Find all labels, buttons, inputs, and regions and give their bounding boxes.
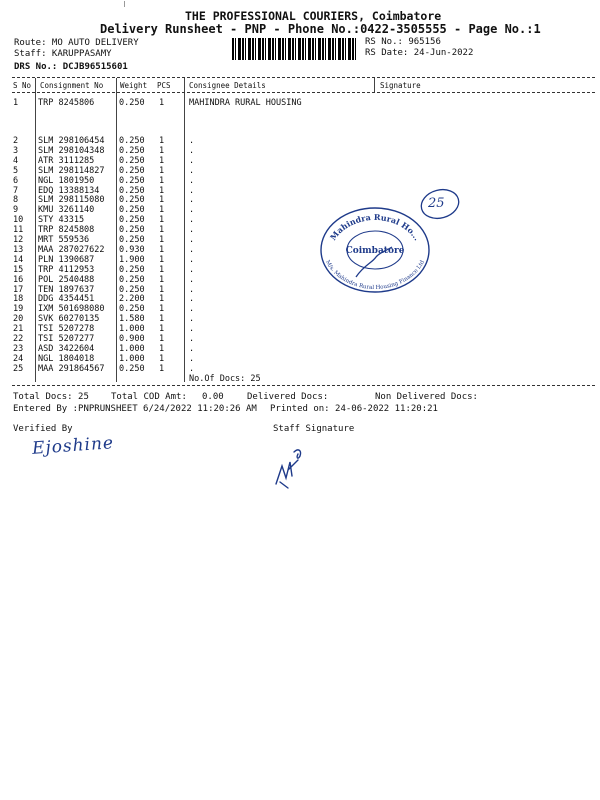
row-consignment: SLM 298115080 — [38, 195, 105, 206]
row-weight: 0.250 — [119, 304, 145, 315]
row-consignment: ATR 3111285 — [38, 155, 95, 166]
row-weight: 0.930 — [119, 244, 145, 255]
row-consignee: . — [189, 185, 195, 196]
row-consignment: SVK 60270135 — [38, 314, 100, 325]
table-row — [0, 215, 600, 225]
row-pcs: 1 — [159, 363, 165, 374]
rs-date: RS Date: 24-Jun-2022 — [365, 48, 474, 58]
row-weight: 0.250 — [119, 205, 145, 216]
table-row — [0, 156, 600, 166]
row-serial: 25 — [13, 363, 24, 374]
row-weight: 0.250 — [119, 363, 145, 374]
row-consignment: TSI 5207278 — [38, 324, 95, 335]
non-delivered-docs: Non Delivered Docs: — [375, 392, 478, 402]
row-consignee: . — [189, 145, 195, 156]
row-pcs: 1 — [159, 175, 165, 186]
row-consignment: ASD 3422604 — [38, 343, 95, 354]
row-serial: 7 — [13, 185, 19, 196]
company-title: THE PROFESSIONAL COURIERS, Coimbatore — [185, 9, 442, 23]
row-serial: 24 — [13, 353, 24, 364]
table-row — [0, 136, 600, 146]
table-row — [0, 186, 600, 196]
table-header-row — [0, 81, 600, 91]
table-row — [0, 324, 600, 334]
row-consignment: SLM 298106454 — [38, 136, 105, 146]
row-pcs: 1 — [159, 274, 165, 285]
row-pcs: 1 — [159, 98, 165, 108]
row-serial: 16 — [13, 274, 24, 285]
row-pcs: 1 — [159, 324, 165, 335]
row-weight: 1.580 — [119, 314, 145, 325]
table-row — [0, 334, 600, 344]
column-header: PCS — [157, 81, 171, 90]
row-serial: 6 — [13, 175, 19, 186]
row-serial: 14 — [13, 254, 24, 265]
row-pcs: 1 — [159, 195, 165, 206]
row-consignee: . — [189, 215, 195, 226]
row-pcs: 1 — [159, 304, 165, 315]
row-consignment: KMU 3261140 — [38, 205, 95, 216]
row-weight: 0.250 — [119, 185, 145, 196]
row-weight: 1.000 — [119, 343, 145, 354]
row-weight: 1.900 — [119, 254, 145, 265]
circled-count: 25 — [428, 196, 445, 211]
row-serial: 20 — [13, 314, 24, 325]
row-pcs: 1 — [159, 353, 165, 364]
row-pcs: 1 — [159, 145, 165, 156]
row-consignee: . — [189, 363, 195, 374]
svg-text:M/s. Mahindra Rural Housing Fi — [324, 259, 426, 291]
row-consignee: . — [189, 235, 195, 245]
column-header: Consignment No — [40, 81, 104, 90]
drs-number: DRS No.: DCJB96515601 — [14, 62, 128, 72]
row-serial: 13 — [13, 244, 24, 255]
row-weight: 0.250 — [119, 195, 145, 206]
table-row — [0, 195, 600, 205]
staff-signature-label: Staff Signature — [273, 424, 355, 434]
row-pcs: 1 — [159, 284, 165, 295]
row-serial: 11 — [13, 225, 24, 236]
row-serial: 17 — [13, 284, 24, 295]
row-consignment: MAA 291864567 — [38, 363, 105, 374]
row-consignment: TRP 4112953 — [38, 264, 95, 275]
runsheet-title: Delivery Runsheet - PNP - Phone No.:0422-3505555 - Page No.:1 — [100, 22, 541, 36]
row-serial: 12 — [13, 235, 24, 245]
staff-signature-scribble — [268, 432, 318, 492]
row-serial: 3 — [13, 145, 19, 156]
row-weight: 0.250 — [119, 155, 145, 166]
row-consignment: MRT 559536 — [38, 235, 90, 245]
row-consignee: . — [189, 264, 195, 275]
row-weight: 0.250 — [119, 165, 145, 176]
company-seal — [316, 205, 434, 295]
row-consignment: SLM 298104348 — [38, 145, 105, 156]
row-serial: 2 — [13, 136, 19, 146]
table-row — [0, 354, 600, 364]
column-header: Consignee Details — [189, 81, 266, 90]
row-weight: 0.250 — [119, 264, 145, 275]
row-serial: 4 — [13, 155, 19, 166]
row-consignee: . — [189, 324, 195, 335]
scan-speck — [124, 1, 125, 7]
table-row — [0, 294, 600, 304]
row-pcs: 1 — [159, 235, 165, 245]
divider — [12, 92, 595, 93]
table-row — [0, 225, 600, 235]
row-consignment: POL 2540488 — [38, 274, 95, 285]
row-serial: 8 — [13, 195, 19, 206]
row-consignee: . — [189, 294, 195, 305]
row-pcs: 1 — [159, 254, 165, 265]
row-weight: 0.250 — [119, 225, 145, 236]
row-weight: 0.250 — [119, 175, 145, 186]
row-consignee: . — [189, 165, 195, 176]
row-consignment: NGL 1804018 — [38, 353, 95, 364]
row-serial: 19 — [13, 304, 24, 315]
row-consignment: TEN 1897637 — [38, 284, 95, 295]
rs-number: RS No.: 965156 — [365, 37, 441, 47]
row-weight: 1.000 — [119, 324, 145, 335]
row-consignee: . — [189, 343, 195, 354]
row-consignment: DDG 4354451 — [38, 294, 95, 305]
delivered-docs: Delivered Docs: — [247, 392, 329, 402]
row-consignee: MAHINDRA RURAL HOUSING — [189, 98, 302, 108]
row-pcs: 1 — [159, 155, 165, 166]
row-consignment: PLN 1390687 — [38, 254, 95, 265]
row-pcs: 1 — [159, 225, 165, 236]
table-row — [0, 255, 600, 265]
table-row — [0, 235, 600, 245]
row-serial: 15 — [13, 264, 24, 275]
total-cod-value: 0.00 — [202, 392, 224, 402]
row-consignment: EDQ 13388134 — [38, 185, 100, 196]
column-header: S No — [13, 81, 32, 90]
row-consignee: . — [189, 254, 195, 265]
row-pcs: 1 — [159, 343, 165, 354]
divider — [12, 77, 595, 78]
row-pcs: 1 — [159, 165, 165, 176]
seal-bottom-text: M/s. Mahindra Rural Housing Finance Ltd — [323, 259, 426, 292]
row-serial: 22 — [13, 334, 24, 344]
row-weight: 0.250 — [119, 145, 145, 156]
row-pcs: 1 — [159, 136, 165, 146]
row-weight: 0.250 — [119, 215, 145, 226]
row-weight: 2.200 — [119, 294, 145, 305]
row-consignee: . — [189, 175, 195, 186]
row-serial: 1 — [13, 98, 19, 108]
row-consignee: . — [189, 353, 195, 364]
row-pcs: 1 — [159, 205, 165, 216]
row-pcs: 1 — [159, 314, 165, 325]
table-row — [0, 314, 600, 324]
table-row — [0, 98, 600, 108]
row-consignee: . — [189, 225, 195, 236]
row-consignee: . — [189, 274, 195, 285]
table-row — [0, 304, 600, 314]
verifier-signature: Ejoshine — [31, 433, 115, 459]
row-consignment: MAA 287027622 — [38, 244, 105, 255]
row-weight: 0.250 — [119, 235, 145, 245]
table-row — [0, 344, 600, 354]
column-header: Signature — [380, 81, 421, 90]
row-serial: 18 — [13, 294, 24, 305]
row-consignment: TSI 5207277 — [38, 334, 95, 344]
row-consignment: IXM 501698080 — [38, 304, 105, 315]
table-row — [0, 275, 600, 285]
row-consignee: . — [189, 284, 195, 295]
row-consignee: . — [189, 334, 195, 344]
row-serial: 10 — [13, 215, 24, 226]
seal-top-text: Mahindra Rural Ho... — [327, 211, 423, 243]
row-serial: 9 — [13, 205, 19, 216]
row-weight: 0.250 — [119, 274, 145, 285]
row-weight: 0.900 — [119, 334, 145, 344]
row-consignee: . — [189, 195, 195, 206]
route-label: Route: MO AUTO DELIVERY — [14, 38, 139, 48]
divider — [12, 385, 595, 386]
row-weight: 0.250 — [119, 136, 145, 146]
row-consignee: . — [189, 314, 195, 325]
row-consignee: . — [189, 244, 195, 255]
row-pcs: 1 — [159, 264, 165, 275]
table-row — [0, 364, 600, 374]
row-pcs: 1 — [159, 215, 165, 226]
row-pcs: 1 — [159, 334, 165, 344]
total-cod-label: Total COD Amt: — [111, 392, 187, 402]
table-row — [0, 245, 600, 255]
row-consignee: . — [189, 136, 195, 146]
row-serial: 23 — [13, 343, 24, 354]
column-header: Weight — [120, 81, 148, 90]
row-pcs: 1 — [159, 185, 165, 196]
row-consignee: . — [189, 155, 195, 166]
total-docs: Total Docs: 25 — [13, 392, 89, 402]
barcode — [232, 38, 356, 60]
table-row — [0, 146, 600, 156]
row-consignment: STY 43315 — [38, 215, 85, 226]
row-consignment: SLM 298114827 — [38, 165, 105, 176]
entered-by: Entered By :PNPRUNSHEET 6/24/2022 11:20:26 AM — [13, 404, 257, 414]
table-row — [0, 166, 600, 176]
table-row — [0, 285, 600, 295]
row-consignee: . — [189, 205, 195, 216]
row-pcs: 1 — [159, 244, 165, 255]
no-of-docs: No.Of Docs: 25 — [189, 374, 261, 384]
row-consignment: TRP 8245808 — [38, 225, 95, 236]
verified-by-label: Verified By — [13, 424, 73, 434]
table-row — [0, 205, 600, 215]
table-row — [0, 176, 600, 186]
printed-on: Printed on: 24-06-2022 11:20:21 — [270, 404, 438, 414]
row-serial: 21 — [13, 324, 24, 335]
row-weight: 0.250 — [119, 284, 145, 295]
staff-label: Staff: KARUPPASAMY — [14, 49, 112, 59]
row-pcs: 1 — [159, 294, 165, 305]
row-serial: 5 — [13, 165, 19, 176]
table-row — [0, 265, 600, 275]
row-weight: 1.000 — [119, 353, 145, 364]
row-weight: 0.250 — [119, 98, 145, 108]
row-consignee: . — [189, 304, 195, 315]
row-consignment: TRP 8245806 — [38, 98, 95, 108]
seal-center-text: Coimbatore — [345, 246, 405, 256]
row-consignment: NGL 1801950 — [38, 175, 95, 186]
